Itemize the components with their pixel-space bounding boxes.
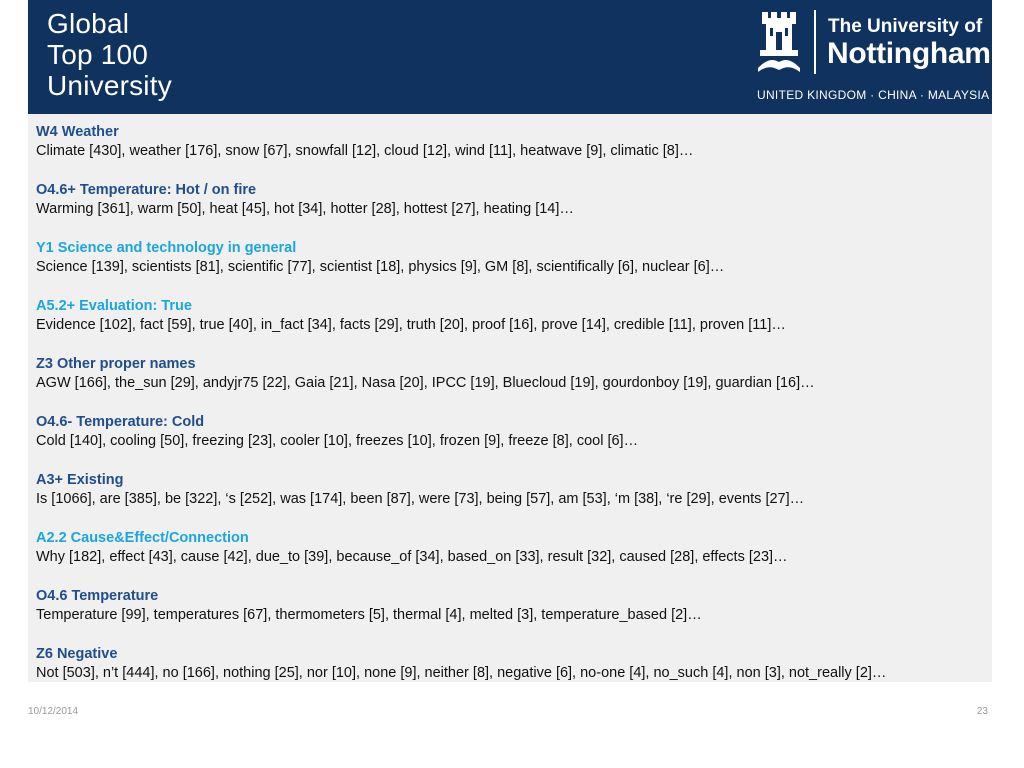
entry-title: Z3 Other proper names xyxy=(36,356,196,372)
semantic-tag-list xyxy=(28,114,992,682)
entry-words: Warming [361], warm [50], heat [45], hot [34], hotter [28], hottest [27], heating [14]… xyxy=(36,201,574,217)
tagline-line-3: University xyxy=(47,70,172,101)
logo-line-1: The University of xyxy=(828,16,983,37)
list-item xyxy=(36,412,986,450)
entry-words: Why [182], effect [43], cause [42], due_to [39], because_of [34], based_on [33], result [32], caused [28], effects [23]… xyxy=(36,549,788,565)
page-number: 23 xyxy=(976,706,988,717)
list-item xyxy=(36,296,986,334)
entry-words: Science [139], scientists [81], scientific [77], scientist [18], physics [9], GM [8], scientifically [6], nuclear [6]… xyxy=(36,259,725,275)
entry-words: Climate [430], weather [176], snow [67], snowfall [12], cloud [12], wind [11], heatwave [9], climatic [8]… xyxy=(36,143,694,159)
entry-title: Y1 Science and technology in general xyxy=(36,240,297,256)
list-item xyxy=(36,644,986,682)
list-item xyxy=(36,122,986,160)
entry-words: Is [1066], are [385], be [322], ‘s [252], was [174], been [87], were [73], being [57], am [53], ‘m [38], ‘re [29], events [27]… xyxy=(36,491,805,507)
entry-words: Cold [140], cooling [50], freezing [23], cooler [10], freezes [10], frozen [9], freeze [8], cool [6]… xyxy=(36,433,639,449)
logo-subtitle: UNITED KINGDOM · CHINA · MALAYSIA xyxy=(757,88,990,102)
tagline-line-1: Global xyxy=(47,8,130,39)
entry-title: O4.6+ Temperature: Hot / on fire xyxy=(36,182,257,198)
tagline-line-2: Top 100 xyxy=(47,39,149,70)
entry-title: A3+ Existing xyxy=(36,472,124,488)
list-item xyxy=(36,238,986,276)
slide-header xyxy=(28,0,992,114)
logo-divider xyxy=(814,10,816,74)
tagline xyxy=(47,8,172,101)
entry-title: A2.2 Cause&Effect/Connection xyxy=(36,530,249,546)
list-item xyxy=(36,354,986,392)
entry-words: AGW [166], the_sun [29], andyjr75 [22], Gaia [21], Nasa [20], IPCC [19], Bluecloud [19], gourdonboy [19], guardian [16]… xyxy=(36,375,815,391)
entry-words: Evidence [102], fact [59], true [40], in_fact [34], facts [29], truth [20], proof [16], prove [14], credible [11], proven [11]… xyxy=(36,317,786,333)
entry-title: A5.2+ Evaluation: True xyxy=(36,298,192,314)
list-item xyxy=(36,586,986,624)
entry-words: Not [503], n’t [444], no [166], nothing [25], nor [10], none [9], neither [8], negative [6], no-one [4], no_such [4], non [3], not_really [2]… xyxy=(36,665,887,681)
list-item xyxy=(36,528,986,566)
slide-date: 10/12/2014 xyxy=(28,706,79,717)
logo-line-2: Nottingham xyxy=(827,37,991,70)
castle-crest-icon xyxy=(756,10,802,74)
list-item xyxy=(36,470,986,508)
entry-title: W4 Weather xyxy=(36,124,119,140)
entry-title: O4.6- Temperature: Cold xyxy=(36,414,205,430)
entry-title: Z6 Negative xyxy=(36,646,118,662)
university-logo xyxy=(756,8,991,108)
entry-words: Temperature [99], temperatures [67], thermometers [5], thermal [4], melted [3], temperature_based [2]… xyxy=(36,607,702,623)
list-item xyxy=(36,180,986,218)
entry-title: O4.6 Temperature xyxy=(36,588,159,604)
